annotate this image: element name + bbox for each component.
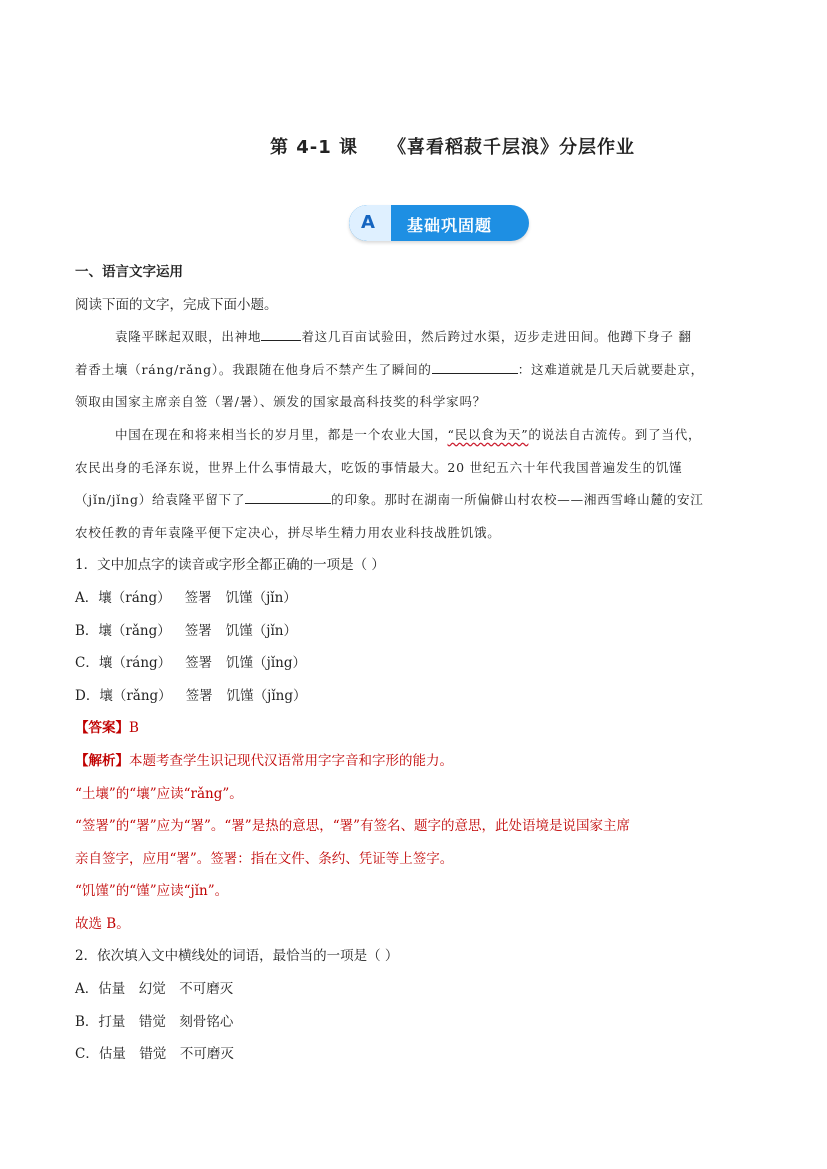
- reading-passage: [75, 321, 775, 549]
- passage-text: （jǐn/jǐng）给袁隆平留下了: [75, 492, 246, 508]
- badge-text: 基础巩固题: [407, 216, 493, 235]
- analysis-tag: 【解析】: [75, 752, 129, 769]
- section-badge: [349, 205, 529, 241]
- analysis-line: “饥馑”的“馑”应读“jǐn”。: [75, 883, 229, 900]
- option-c: C．壤（ráng） 签署 饥馑（jǐng）: [75, 655, 307, 672]
- passage-line: 领取由国家主席亲自签（署/暑）、颁发的国家最高科技奖的科学家吗？: [75, 394, 487, 410]
- passage-text: 的说法自古流传。到了当代，: [528, 426, 702, 442]
- passage-text: 着香土壤（ráng/rǎng）。我跟随在他身后不禁产生了瞬间的: [75, 361, 432, 377]
- page-title: [270, 133, 635, 159]
- question-1: [75, 549, 775, 940]
- option-a: A．壤（ráng） 签署 饥馑（jǐn）: [75, 589, 297, 606]
- fill-blank-3: [245, 489, 331, 504]
- passage-line: 农校任教的青年袁隆平便下定决心，拼尽毕生精力用农业科技战胜饥饿。: [75, 524, 501, 540]
- passage-text: 中国在现在和将来相当长的岁月里，都是一个农业大国，: [115, 426, 448, 442]
- fill-blank-2: [432, 359, 518, 374]
- analysis-line: 亲自签字，应用“署”。签署：指在文件、条约、凭证等上签字。: [75, 850, 454, 867]
- passage-line: 农民出身的毛泽东说，世界上什么事情最大，吃饭的事情最大。20 世纪五六十年代我国普遍发生的饥馑: [75, 459, 683, 475]
- passage-line: [75, 419, 775, 452]
- answer: [75, 712, 775, 745]
- quoted-saying: “民以食为天”: [447, 426, 529, 442]
- passage-text: ：这难道就是几天后就要赴京，: [517, 361, 704, 377]
- option-d: D．壤（rǎng） 签署 饥馑（jǐng）: [75, 687, 307, 704]
- answer-tag: 【答案】: [75, 720, 129, 737]
- document-body: [75, 256, 775, 1071]
- analysis-text: 本题考查学生识记现代汉语常用字字音和字形的能力。: [129, 752, 453, 769]
- instruction: 阅读下面的文字，完成下面小题。: [75, 296, 278, 313]
- lesson-name: 《喜看稻菽千层浪》分层作业: [388, 137, 636, 158]
- section-heading: 一、语言文字运用: [75, 264, 183, 280]
- passage-text: 着这几百亩试验田，然后跨过水渠，迈步走进田间。他蹲下身子 翻: [301, 329, 692, 345]
- option-b: B．壤（rǎng） 签署 饥馑（jǐn）: [75, 622, 297, 639]
- passage-line: [75, 484, 775, 517]
- passage-line: [75, 321, 775, 354]
- passage-line: [75, 354, 775, 387]
- option-a: A．估量 幻觉 不可磨灭: [75, 981, 234, 998]
- passage-text: 袁隆平眯起双眼，出神地: [115, 329, 262, 345]
- analysis: [75, 745, 775, 778]
- analysis-line: 故选 B。: [75, 915, 130, 932]
- fill-blank-1: [261, 326, 301, 341]
- answer-value: B: [129, 720, 139, 737]
- badge-letter: A: [361, 212, 375, 233]
- option-c: C．估量 错觉 不可磨灭: [75, 1046, 234, 1063]
- question-2: [75, 940, 775, 1070]
- analysis-line: “签署”的“署”应为“署”。“署”是热的意思，“署”有签名、题字的意思，此处语境是说国家主席: [75, 818, 631, 835]
- passage-text: 的印象。那时在湖南一所偏僻山村农校——湘西雪峰山麓的安江: [331, 492, 704, 508]
- question-stem: 1．文中加点字的读音或字形全都正确的一项是（ ）: [75, 557, 385, 574]
- lesson-number: 第 4-1 课: [270, 137, 359, 158]
- question-stem: 2．依次填入文中横线处的词语，最恰当的一项是（ ）: [75, 948, 399, 965]
- option-b: B．打量 错觉 刻骨铭心: [75, 1013, 234, 1030]
- analysis-line: “土壤”的“壤”应读“rǎng”。: [75, 785, 243, 802]
